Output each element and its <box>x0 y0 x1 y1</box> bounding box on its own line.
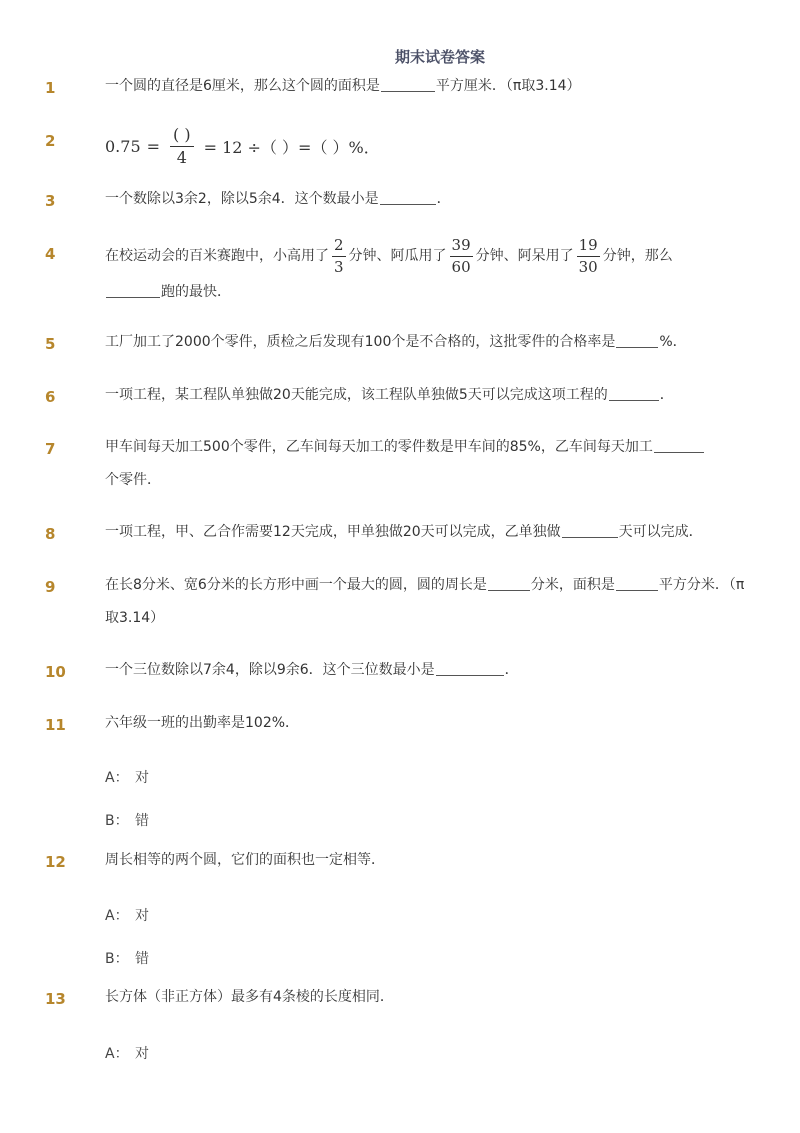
answer-blank[interactable] <box>562 523 618 538</box>
question-7: 甲车间每天加工500个零件，乙车间每天加工的零件数是甲车间的85%，乙车间每天加工 个零件． <box>105 431 745 497</box>
fraction: $\frac{( )}{4}$ <box>170 127 194 166</box>
question-10: 一个三位数除以7余4，除以9余6．这个三位数最小是 ． <box>105 662 519 678</box>
question-12: 周长相等的两个圆，它们的面积也一定相等． <box>105 852 385 868</box>
fraction: $\frac{19}{30}$ <box>578 235 598 276</box>
question-number: 13 <box>45 990 66 1008</box>
page-title: 期末试卷答案 <box>394 48 485 66</box>
option-b[interactable]: B： 错 <box>105 951 149 967</box>
option-b[interactable]: B： 错 <box>105 813 149 829</box>
question-4-line-2: 跑的最快． <box>105 276 745 309</box>
answer-blank[interactable] <box>381 77 435 92</box>
question-number: 12 <box>45 853 66 871</box>
question-number: 6 <box>45 388 56 406</box>
question-number: 4 <box>45 245 56 263</box>
question-number: 1 <box>45 79 56 97</box>
option-a[interactable]: A： 对 <box>105 1046 149 1062</box>
question-number: 10 <box>45 663 66 681</box>
question-6: 一项工程，某工程队单独做20天能完成，该工程队单独做5天可以完成这项工程的 ． <box>105 387 674 403</box>
question-number: 5 <box>45 335 56 353</box>
question-number: 8 <box>45 525 56 543</box>
fraction: $\frac{2}{3}$ <box>334 235 344 276</box>
question-4: 在校运动会的百米赛跑中，小高用了 $\frac{2}{3}$ 分钟、阿瓜用了 $\frac{39}{60}$ 分钟、阿呆用了 $\frac{19}{30}$ 分钟，那么 <box>105 235 673 276</box>
question-number: 2 <box>45 132 56 150</box>
option-a[interactable]: A： 对 <box>105 908 149 924</box>
question-3: 一个数除以3余2，除以5余4．这个数最小是 ． <box>105 191 451 207</box>
answer-blank[interactable] <box>488 576 530 591</box>
question-8: 一项工程，甲、乙合作需要12天完成，甲单独做20天可以完成，乙单独做 天可以完成． <box>105 524 703 540</box>
question-number: 9 <box>45 578 56 596</box>
question-5: 工厂加工了2000个零件，质检之后发现有100个是不合格的，这批零件的合格率是 %． <box>105 334 687 350</box>
question-9: 在长8分米、宽6分米的长方形中画一个最大的圆，圆的周长是 分米，面积是 平方分米．（π取3.14） <box>105 577 745 626</box>
answer-blank[interactable] <box>106 283 160 298</box>
question-1: 一个圆的直径是6厘米，那么这个圆的面积是 平方厘米．（π取3.14） <box>105 78 581 94</box>
answer-blank[interactable] <box>616 576 658 591</box>
question-number: 7 <box>45 440 56 458</box>
answer-blank[interactable] <box>436 661 504 676</box>
question-number: 3 <box>45 192 56 210</box>
fraction: $\frac{39}{60}$ <box>451 235 471 276</box>
answer-blank[interactable] <box>609 386 659 401</box>
question-13: 长方体（非正方体）最多有4条棱的长度相同． <box>105 989 394 1005</box>
answer-blank[interactable] <box>380 190 436 205</box>
question-number: 11 <box>45 716 66 734</box>
answer-blank[interactable] <box>654 438 704 453</box>
question-2: 0.75 = $\frac{( )}{4}$ = 12 ÷（ ）=（ ）% ． <box>105 124 380 167</box>
option-a[interactable]: A： 对 <box>105 770 149 786</box>
question-11: 六年级一班的出勤率是102%． <box>105 715 300 731</box>
answer-blank[interactable] <box>616 333 658 348</box>
